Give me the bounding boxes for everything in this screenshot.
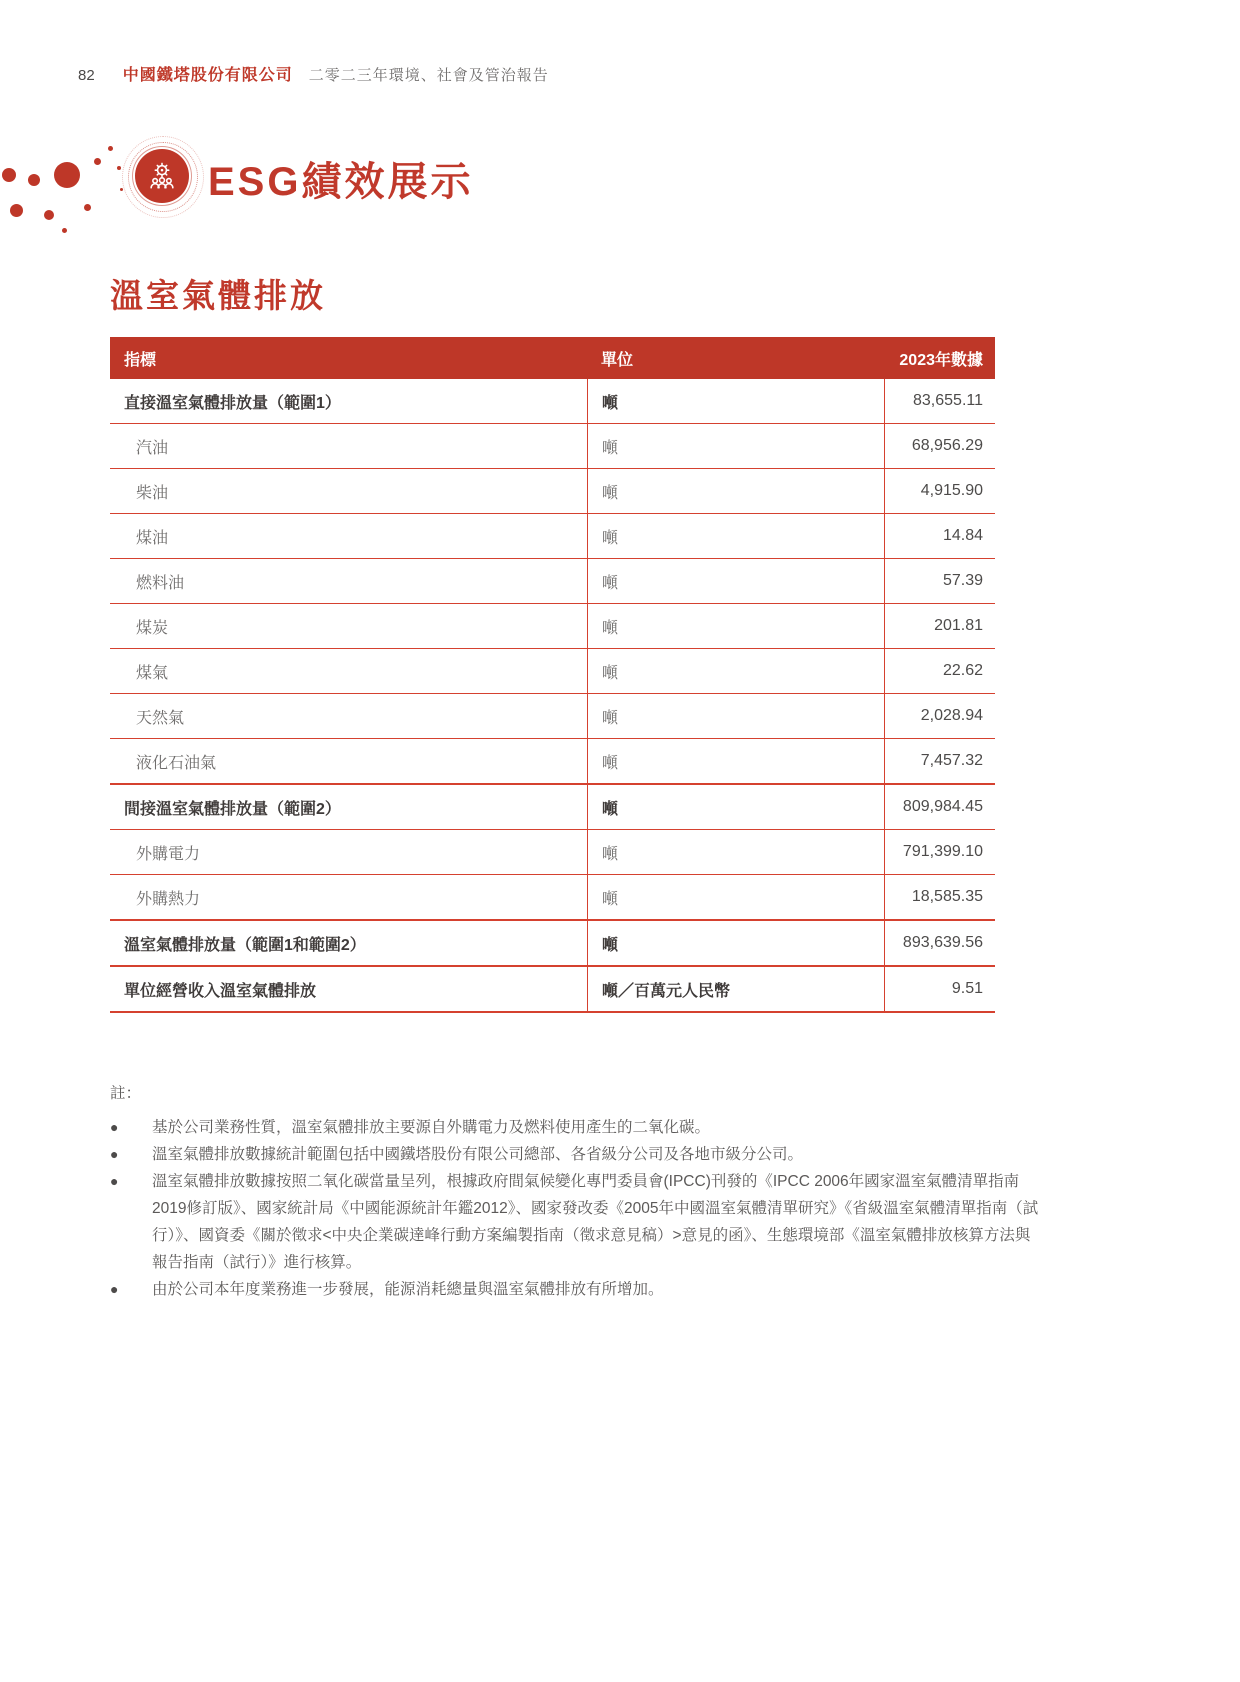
row-unit: 噸: [587, 875, 884, 919]
page-header: [78, 62, 549, 85]
row-unit: 噸: [587, 649, 884, 693]
row-value: 2,028.94: [884, 694, 995, 738]
table-row: [110, 468, 995, 513]
row-value: 809,984.45: [884, 785, 995, 829]
row-unit: 噸: [587, 424, 884, 468]
row-value: 57.39: [884, 559, 995, 603]
note-item: [110, 1168, 1040, 1276]
notes-label: 註：: [110, 1085, 142, 1102]
note-text: 溫室氣體排放數據按照二氧化碳當量呈列，根據政府間氣候變化專門委員會(IPCC)刊發的《IPCC 2006年國家溫室氣體清單指南2019修訂版》、國家統計局《中國能源統計年鑑2012》、國家發改委《2005年中國溫室氣體清單研究》《省級溫室氣體清單指南（試行）》、國資委《關於徵求<中央企業碳達峰行動方案編製指南（徵求意見稿）>意見的函》、生態環境部《溫室氣體排放核算方法與報告指南（試行）》進行核算。: [152, 1173, 1039, 1271]
note-text: 由於公司本年度業務進一步發展，能源消耗總量與溫室氣體排放有所增加。: [152, 1281, 664, 1298]
table-row: [110, 423, 995, 468]
table-row: [110, 603, 995, 648]
row-unit: 噸: [587, 514, 884, 558]
header-2023-data: 2023年數據: [899, 351, 983, 369]
row-unit: 噸: [587, 469, 884, 513]
notes-section: [110, 1080, 1040, 1303]
bullet-icon: ●: [110, 1146, 119, 1162]
table-row: [110, 919, 995, 965]
note-text: 基於公司業務性質，溫室氣體排放主要源自外購電力及燃料使用產生的二氧化碳。: [152, 1119, 711, 1136]
dots-decoration: [0, 140, 130, 250]
row-indicator: 天然氣: [136, 709, 185, 727]
table-row: [110, 693, 995, 738]
row-unit: 噸: [587, 739, 884, 783]
row-indicator: 燃料油: [136, 574, 185, 592]
row-unit: 噸: [587, 921, 884, 965]
row-indicator: 直接溫室氣體排放量（範圍1）: [124, 394, 341, 412]
table-row: [110, 965, 995, 1011]
table-row: [110, 558, 995, 603]
header-indicator: 指標: [124, 351, 157, 369]
bullet-icon: ●: [110, 1173, 119, 1189]
bullet-icon: ●: [110, 1119, 119, 1135]
ghg-emissions-table: [110, 337, 995, 1013]
table-row: [110, 379, 995, 423]
row-indicator: 煤炭: [136, 619, 169, 637]
row-indicator: 汽油: [136, 439, 169, 457]
row-indicator: 外購電力: [136, 845, 201, 863]
row-value: 201.81: [884, 604, 995, 648]
row-unit: 噸: [587, 694, 884, 738]
row-indicator: 液化石油氣: [136, 754, 217, 772]
row-value: 68,956.29: [884, 424, 995, 468]
row-indicator: 煤油: [136, 529, 169, 547]
table-row: [110, 513, 995, 558]
row-value: 791,399.10: [884, 830, 995, 874]
note-item: [110, 1114, 1040, 1141]
row-unit: 噸: [587, 604, 884, 648]
ghg-table-body: [110, 379, 995, 1013]
row-unit: 噸／百萬元人民幣: [587, 967, 884, 1011]
row-value: 4,915.90: [884, 469, 995, 513]
page-number: 82: [78, 67, 95, 84]
note-text: 溫室氣體排放數據統計範圍包括中國鐵塔股份有限公司總部、各省級分公司及各地市級分公司。: [152, 1146, 804, 1163]
table-row: [110, 829, 995, 874]
notes-list: [110, 1114, 1040, 1303]
row-value: 893,639.56: [884, 921, 995, 965]
row-unit: 噸: [587, 830, 884, 874]
note-item: [110, 1276, 1040, 1303]
row-unit: 噸: [587, 559, 884, 603]
header-unit: 單位: [601, 351, 634, 369]
row-value: 22.62: [884, 649, 995, 693]
row-indicator: 外購熱力: [136, 890, 201, 908]
banner-title: ESG績效展示: [208, 160, 474, 204]
row-unit: 噸: [587, 785, 884, 829]
table-row: [110, 783, 995, 829]
table-row: [110, 874, 995, 919]
row-indicator: 單位經營收入溫室氣體排放: [124, 982, 317, 1000]
report-title: 二零二三年環境、社會及管治報告: [308, 67, 549, 84]
row-unit: 噸: [587, 379, 884, 423]
table-row: [110, 738, 995, 783]
row-indicator: 間接溫室氣體排放量（範圍2）: [124, 800, 341, 818]
table-row: [110, 648, 995, 693]
row-value: 18,585.35: [884, 875, 995, 919]
company-name: 中國鐵塔股份有限公司: [122, 67, 293, 84]
row-indicator: 煤氣: [136, 664, 169, 682]
row-value: 14.84: [884, 514, 995, 558]
section-title: 溫室氣體排放: [110, 277, 326, 314]
row-indicator: 溫室氣體排放量（範圍1和範圍2）: [124, 936, 366, 954]
esg-badge: [128, 142, 198, 212]
gear-people-icon: [135, 149, 189, 203]
row-value: 83,655.11: [884, 379, 995, 423]
row-value: 7,457.32: [884, 739, 995, 783]
table-header-row: [110, 337, 995, 379]
row-value: 9.51: [884, 967, 995, 1011]
row-indicator: 柴油: [136, 484, 169, 502]
bullet-icon: ●: [110, 1281, 119, 1297]
note-item: [110, 1141, 1040, 1168]
